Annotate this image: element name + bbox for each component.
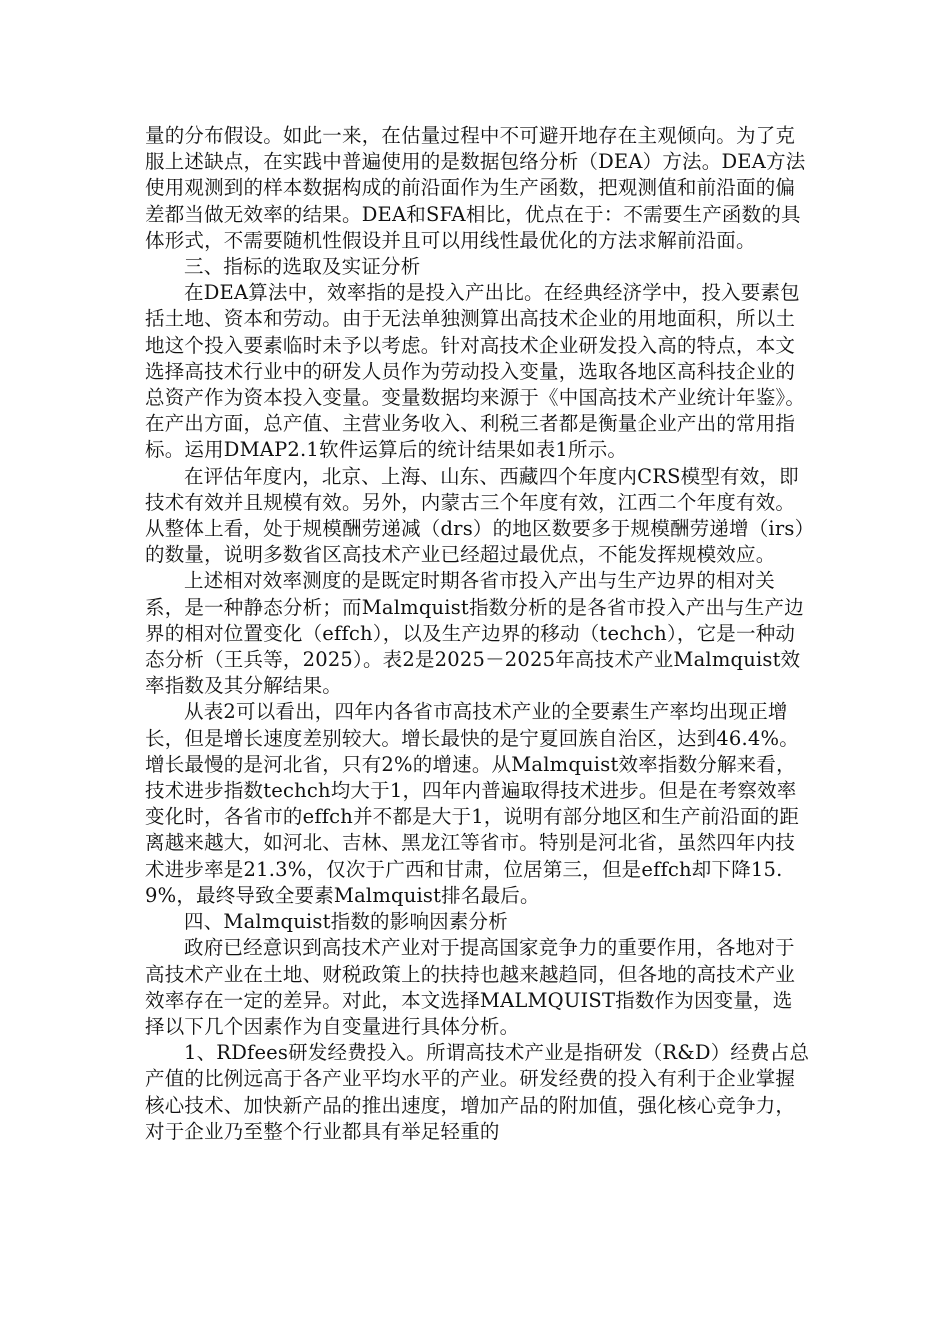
paragraph-malmquist-intro: 上述相对效率测度的是既定时期各省市投入产出与生产边界的相对关系，是一种静态分析；而Malmquist指数分析的是各省市投入产出与生产边界的相对位置变化（effch），以及生产边界的移动（techch），它是一种动态分析（王兵等，2025）。表2是2025－2025年高技术产业Malmquist效率指数及其分解结果。	[145, 569, 804, 698]
paragraph-rdfees: 1、RDfees研发经费投入。所谓高技术产业是指研发（R&D）经费占总产值的比例远高于各产业平均水平的产业。研发经费的投入有利于企业掌握核心技术、加快新产品的推出速度，增加产品的附加值，强化核心竞争力，对于企业乃至整个行业都具有举足轻重的	[145, 1041, 810, 1143]
section-heading-3: 三、指标的选取及实证分析	[184, 255, 421, 279]
paragraph-crs-results: 在评估年度内，北京、上海、山东、西藏四个年度内CRS模型有效，即技术有效并且规模有效。另外，内蒙古三个年度有效，江西二个年度有效。从整体上看，处于规模酬劳递减（drs）的地区数要多于规模酬劳递增（irs）的数量，说明多数省区高技术产业已经超过最优点，不能发挥规模效应。	[145, 464, 805, 567]
paragraph-dea-intro: 量的分布假设。如此一来，在估量过程中不可避开地存在主观倾向。为了克服上述缺点，在实践中普遍使用的是数据包络分析（DEA）方法。DEA方法使用观测到的样本数据构成的前沿面作为生产函数，把观测值和前沿面的偏差都当做无效率的结果。DEA和SFA相比，优点在于：不需要生产函数的具体形式，不需要随机性假设并且可以用线性最优化的方法求解前沿面。	[145, 124, 806, 252]
paragraph-indicators: 在DEA算法中，效率指的是投入产出比。在经典经济学中，投入要素包括土地、资本和劳动。由于无法单独测算出高技术企业的用地面积，所以土地这个投入要素临时未予以考虑。针对高技术企业研发投入高的特点，本文选择高技术行业中的研发人员作为劳动投入变量，选取各地区高科技企业的总资产作为资本投入变量。变量数据均来源于《中国高技术产业统计年鉴》。在产出方面，总产值、主营业务收入、利税三者都是衡量企业产出的常用指标。运用DMAP2.1软件运算后的统计结果如表1所示。	[145, 281, 806, 462]
paragraph-factors-intro: 政府已经意识到高技术产业对于提高国家竞争力的重要作用，各地对于高技术产业在土地、财税政策上的扶持也越来越趋同，但各地的高技术产业效率存在一定的差异。对此，本文选择MALMQUIST指数作为因变量，选择以下几个因素作为自变量进行具体分析。	[145, 936, 796, 1038]
body-text	[145, 123, 810, 1145]
paragraph-table2-analysis: 从表2可以看出，四年内各省市高技术产业的全要素生产率均出现正增长，但是增长速度差别较大。增长最快的是宁夏回族自治区，达到46.4%。增长最慢的是河北省，只有2%的增速。从Malmquist效率指数分解来看，技术进步指数techch均大于1，四年内普遍取得技术进步。但是在考察效率变化时，各省市的effch并不都是大于1，说明有部分地区和生产前沿面的距离越来越大，如河北、吉林、黑龙江等省市。特别是河北省，虽然四年内技术进步率是21.3%，仅次于广西和甘肃，位居第三，但是effch却下降15.9%，最终导致全要素Malmquist排名最后。	[145, 700, 800, 907]
section-heading-4: 四、Malmquist指数的影响因素分析	[184, 910, 508, 934]
